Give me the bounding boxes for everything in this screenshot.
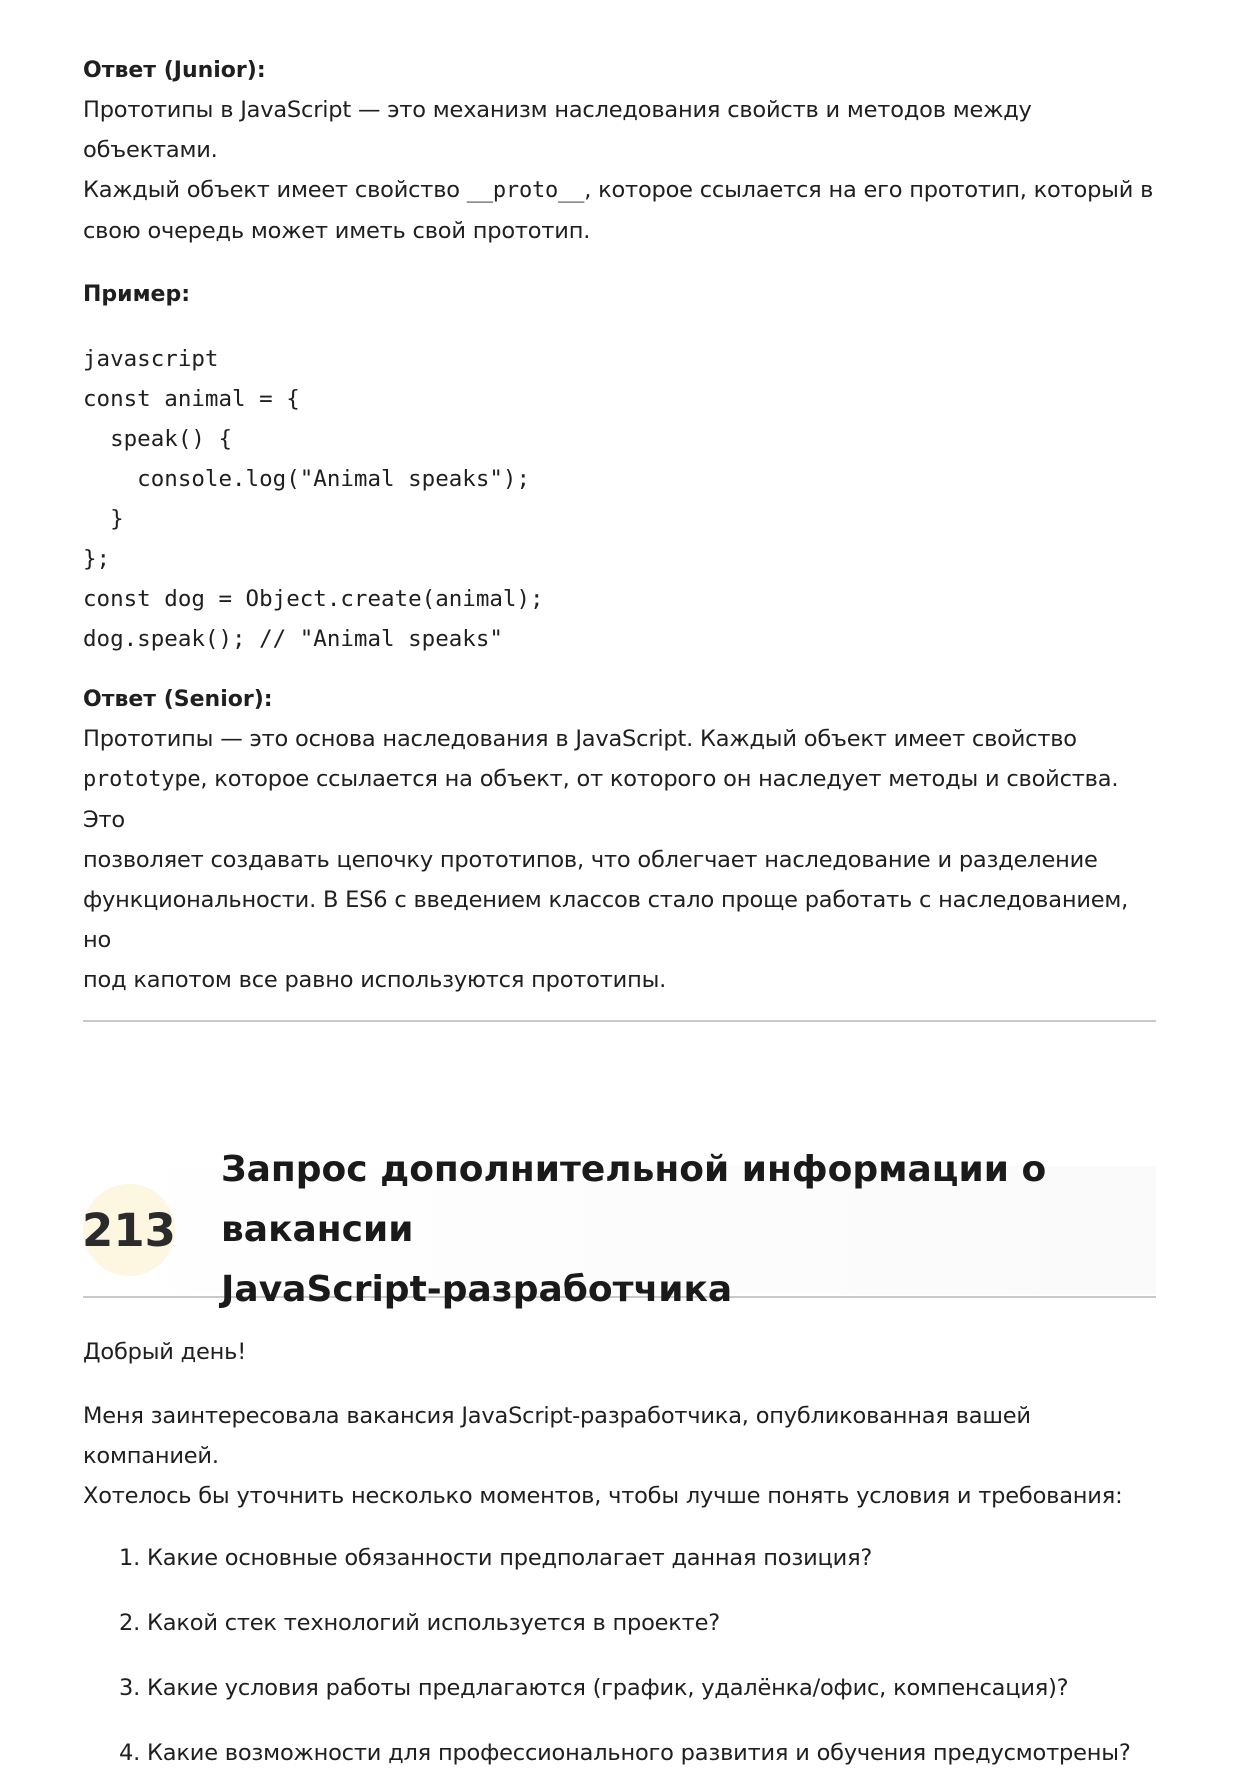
code-line: console.log("Animal speaks"); — [83, 466, 531, 492]
example-label: Пример: — [83, 282, 191, 307]
list-item: 1. Какие основные обязанности предполагает данная позиция? — [119, 1545, 873, 1571]
code-line: speak() { — [83, 426, 233, 452]
senior-text — [83, 719, 1156, 1000]
section-number-badge: 213 — [83, 1184, 175, 1276]
senior-label: Ответ (Senior): — [83, 687, 273, 712]
prototype-inline-code: prototype — [83, 767, 201, 792]
code-line: dog.speak(); // "Animal speaks" — [83, 626, 503, 652]
code-block — [83, 339, 1156, 659]
proto-inline-code: __proto__ — [466, 178, 585, 203]
junior-answer — [83, 0, 1156, 251]
section-title-line-2: JavaScript-разработчика — [221, 1269, 733, 1310]
senior-line-1: Прототипы — это основа наследования в JavaScript. Каждый объект имеет свойство — [83, 726, 1077, 752]
section-divider — [83, 1020, 1156, 1022]
letter-body — [83, 1332, 1156, 1773]
senior-answer — [83, 685, 1156, 1000]
intro-line-1: Меня заинтересовала вакансия JavaScript-разработчика, опубликованная вашей компанией. — [83, 1403, 1031, 1469]
code-line: const animal = { — [83, 386, 300, 412]
junior-line-2-post: , которое ссылается на его прототип, который в — [584, 177, 1154, 203]
senior-line-4: функциональности. В ES6 с введением классов стало проще работать с наследованием, но — [83, 887, 1129, 953]
junior-text — [83, 90, 1156, 251]
junior-line-3: свою очередь может иметь свой прототип. — [83, 218, 591, 244]
senior-line-3: позволяет создавать цепочку прототипов, что облегчает наследование и разделение — [83, 847, 1098, 873]
section-title-line-1: Запрос дополнительной информации о вакансии — [221, 1149, 1047, 1250]
letter-intro — [83, 1396, 1156, 1516]
junior-line-2-pre: Каждый объект имеет свойство — [83, 177, 467, 203]
code-line: javascript — [83, 346, 219, 372]
greeting: Добрый день! — [83, 1339, 247, 1365]
questions-list — [83, 1538, 1156, 1773]
section-title — [221, 1140, 1156, 1320]
list-item: 4. Какие возможности для профессионального развития и обучения предусмотрены? — [119, 1740, 1131, 1766]
senior-line-5: под капотом все равно используются прототипы. — [83, 967, 667, 993]
intro-line-2: Хотелось бы уточнить несколько моментов, чтобы лучше понять условия и требования: — [83, 1483, 1123, 1509]
code-line: } — [83, 506, 124, 532]
senior-line-2-post: , которое ссылается на объект, от которого он наследует методы и свойства. Это — [83, 766, 1119, 833]
list-item: 3. Какие условия работы предлагаются (график, удалёнка/офис, компенсация)? — [119, 1675, 1069, 1701]
junior-label: Ответ (Junior): — [83, 58, 266, 83]
junior-line-1: Прототипы в JavaScript — это механизм наследования свойств и методов между объектами. — [83, 97, 1032, 163]
list-item: 2. Какой стек технологий используется в проекте? — [119, 1610, 720, 1636]
section-header — [82, 1149, 1156, 1310]
code-line: }; — [83, 546, 111, 572]
example-block — [83, 275, 1156, 659]
code-line: const dog = Object.create(animal); — [83, 586, 544, 612]
